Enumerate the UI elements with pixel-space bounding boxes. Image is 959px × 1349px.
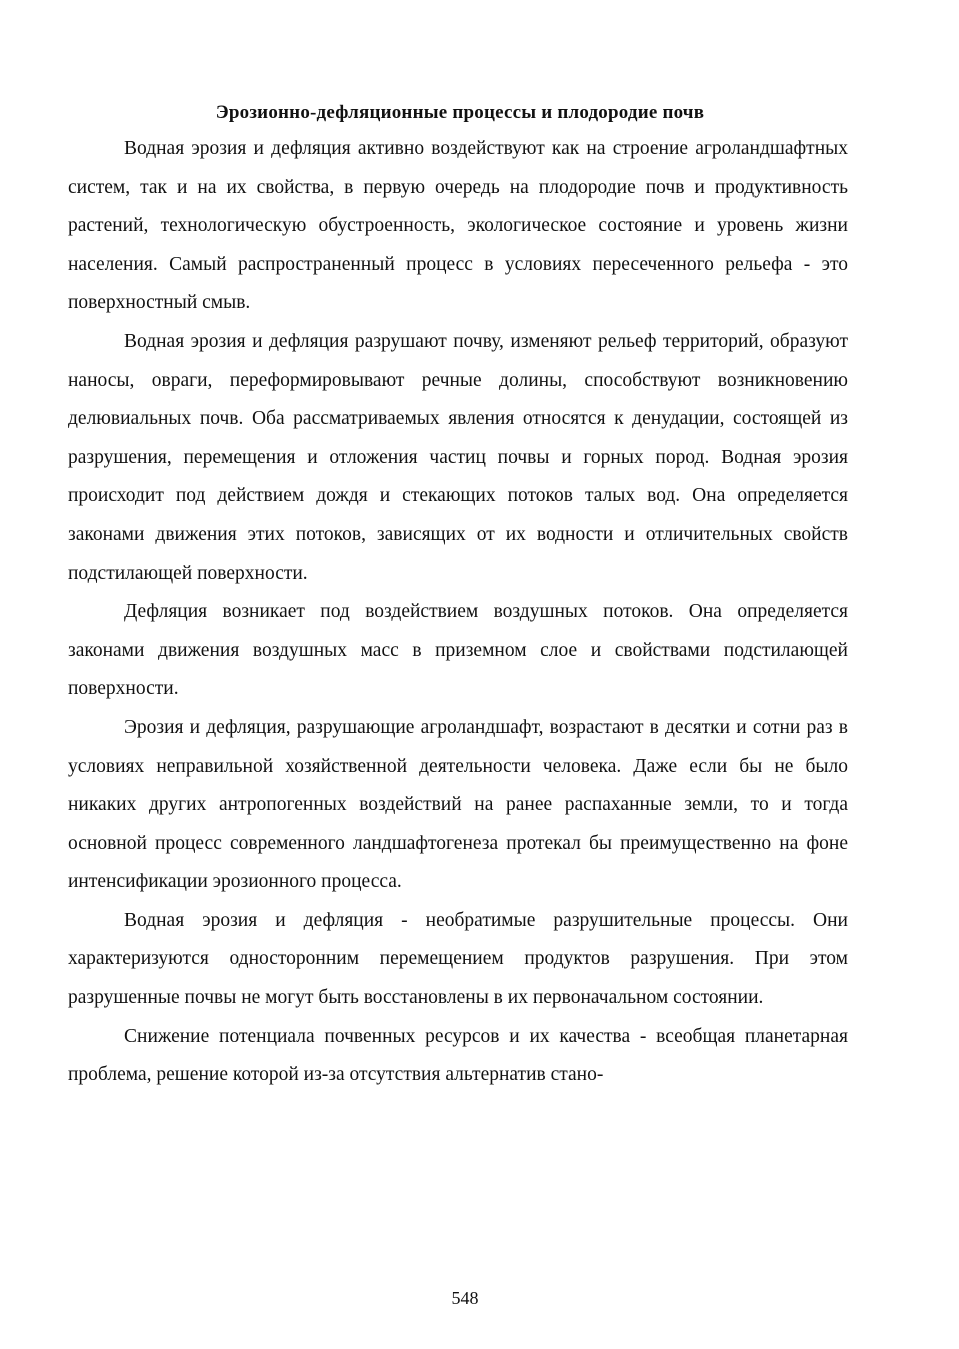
section-title: Эрозионно-дефляционные процессы и плодородие почв: [215, 102, 705, 123]
page-number: 548: [451, 1288, 479, 1308]
paragraph-5: Водная эрозия и дефляция - необратимые разрушительные процессы. Они характеризуются односторонним перемещением продуктов разрушения. При этом разрушенные почвы не могут быть восстановлены в их первоначальном состоянии.: [68, 909, 848, 1009]
paragraph-6: Снижение потенциала почвенных ресурсов и их качества - всеобщая планетарная проблема, решение которой из-за отсутствия альтернатив стано-: [68, 1025, 848, 1086]
body-text: [68, 130, 848, 1095]
paragraph-1: Водная эрозия и дефляция активно воздействуют как на строение агроландшафтных систем, так и на их свойства, в первую очередь на плодородие почв и продуктивность растений, технологическую обустроенность, экологическое состояние и уровень жизни населения. Самый распространенный процесс в условиях пересеченного рельефа - это поверхностный смыв.: [68, 138, 848, 314]
paragraph-4: Эрозия и дефляция, разрушающие агроландшафт, возрастают в десятки и сотни раз в условиях неправильной хозяйственной деятельности человека. Даже если бы не было никаких других антропогенных воздействий на ранее распаханные земли, то и тогда основной процесс современного ландшафтогенеза протекал бы преимущественно на фоне интенсификации эрозионного процесса.: [68, 716, 848, 893]
paragraph-3: Дефляция возникает под воздействием воздушных потоков. Она определяется законами движения воздушных масс в приземном слое и свойствами подстилающей поверхности.: [68, 601, 848, 700]
paragraph-2: Водная эрозия и дефляция разрушают почву, изменяют рельеф территорий, образуют наносы, овраги, переформировывают речные долины, способствуют возникновению делювиальных почв. Оба рассматриваемых явления относятся к денудации, состоящей из разрушения, перемещения и отложения частиц почвы и горных пород. Водная эрозия происходит под действием дождя и стекающих потоков талых вод. Она определяется законами движения этих потоков, зависящих от их водности и отличительных свойств подстилающей поверхности.: [68, 330, 848, 584]
